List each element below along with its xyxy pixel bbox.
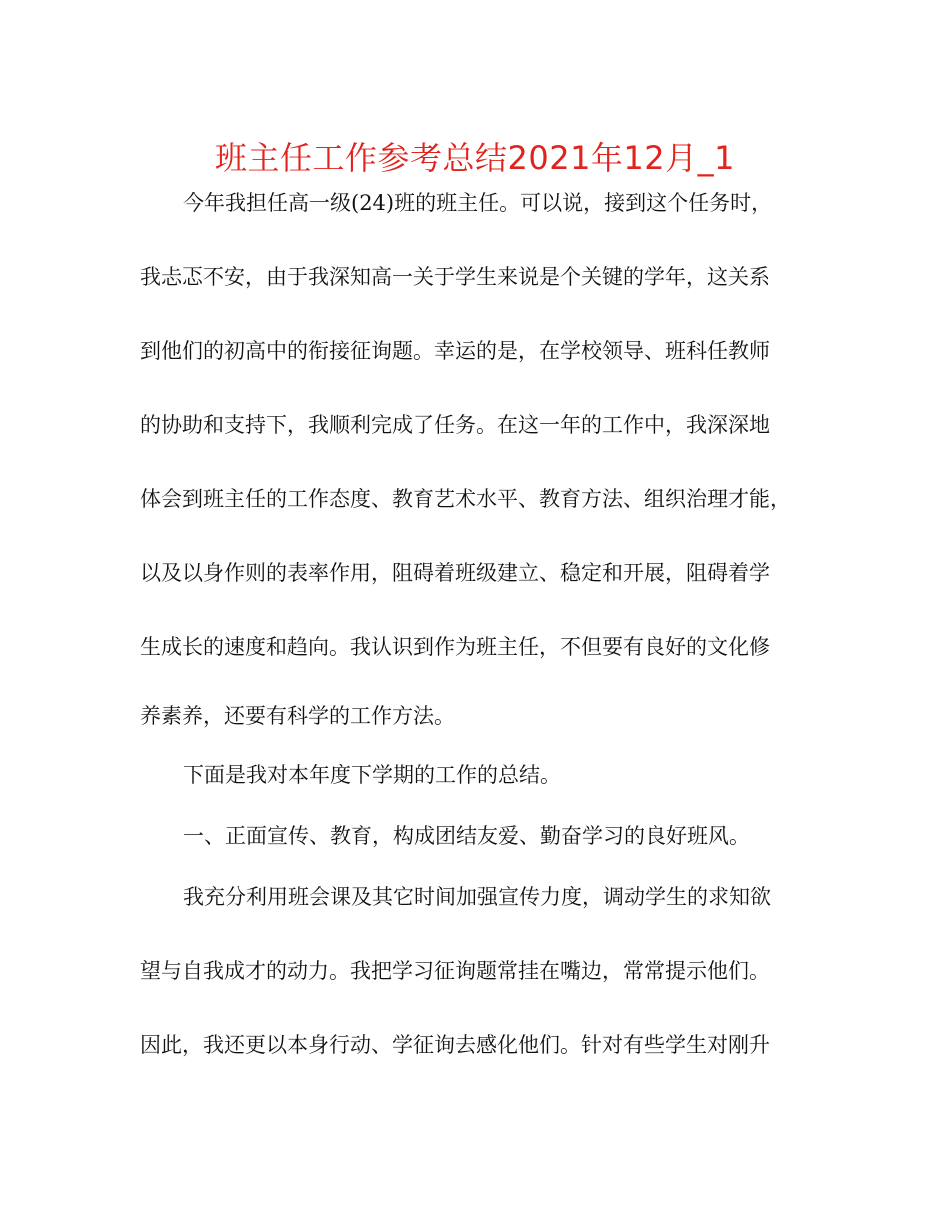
document-title: 班主任工作参考总结2021年12月_1 <box>214 139 736 177</box>
section-heading: 一、正面宣传、教育，构成团结友爱、勤奋学习的良好班风。 <box>183 824 750 848</box>
paragraph-line: 望与自我成才的动力。我把学习征询题常挂在嘴边，常常提示他们。 <box>140 959 770 983</box>
paragraph-line: 我充分利用班会课及其它时间加强宣传力度，调动学生的求知欲 <box>183 885 771 909</box>
paragraph-line: 养素养，还要有科学的工作方法。 <box>140 704 455 728</box>
paragraph-line: 到他们的初高中的衔接征询题。幸运的是，在学校领导、班科任教师 <box>140 339 770 363</box>
paragraph-line: 的协助和支持下，我顺利完成了任务。在这一年的工作中，我深深地 <box>140 413 770 437</box>
paragraph-line: 下面是我对本年度下学期的工作的总结。 <box>183 763 561 787</box>
paragraph-line: 体会到班主任的工作态度、教育艺术水平、教育方法、组织治理才能， <box>140 487 791 511</box>
paragraph-line: 生成长的速度和趋向。我认识到作为班主任，不但要有良好的文化修 <box>140 635 770 659</box>
paragraph-line: 因此，我还更以本身行动、学征询去感化他们。针对有些学生对刚升 <box>140 1033 770 1057</box>
paragraph-line: 以及以身作则的表率作用，阻碍着班级建立、稳定和开展，阻碍着学 <box>140 561 770 585</box>
paragraph-line: 我忐忑不安，由于我深知高一关于学生来说是个关键的学年，这关系 <box>140 265 770 289</box>
paragraph-line: 今年我担任高一级(24)班的班主任。可以说，接到这个任务时， <box>183 191 773 215</box>
